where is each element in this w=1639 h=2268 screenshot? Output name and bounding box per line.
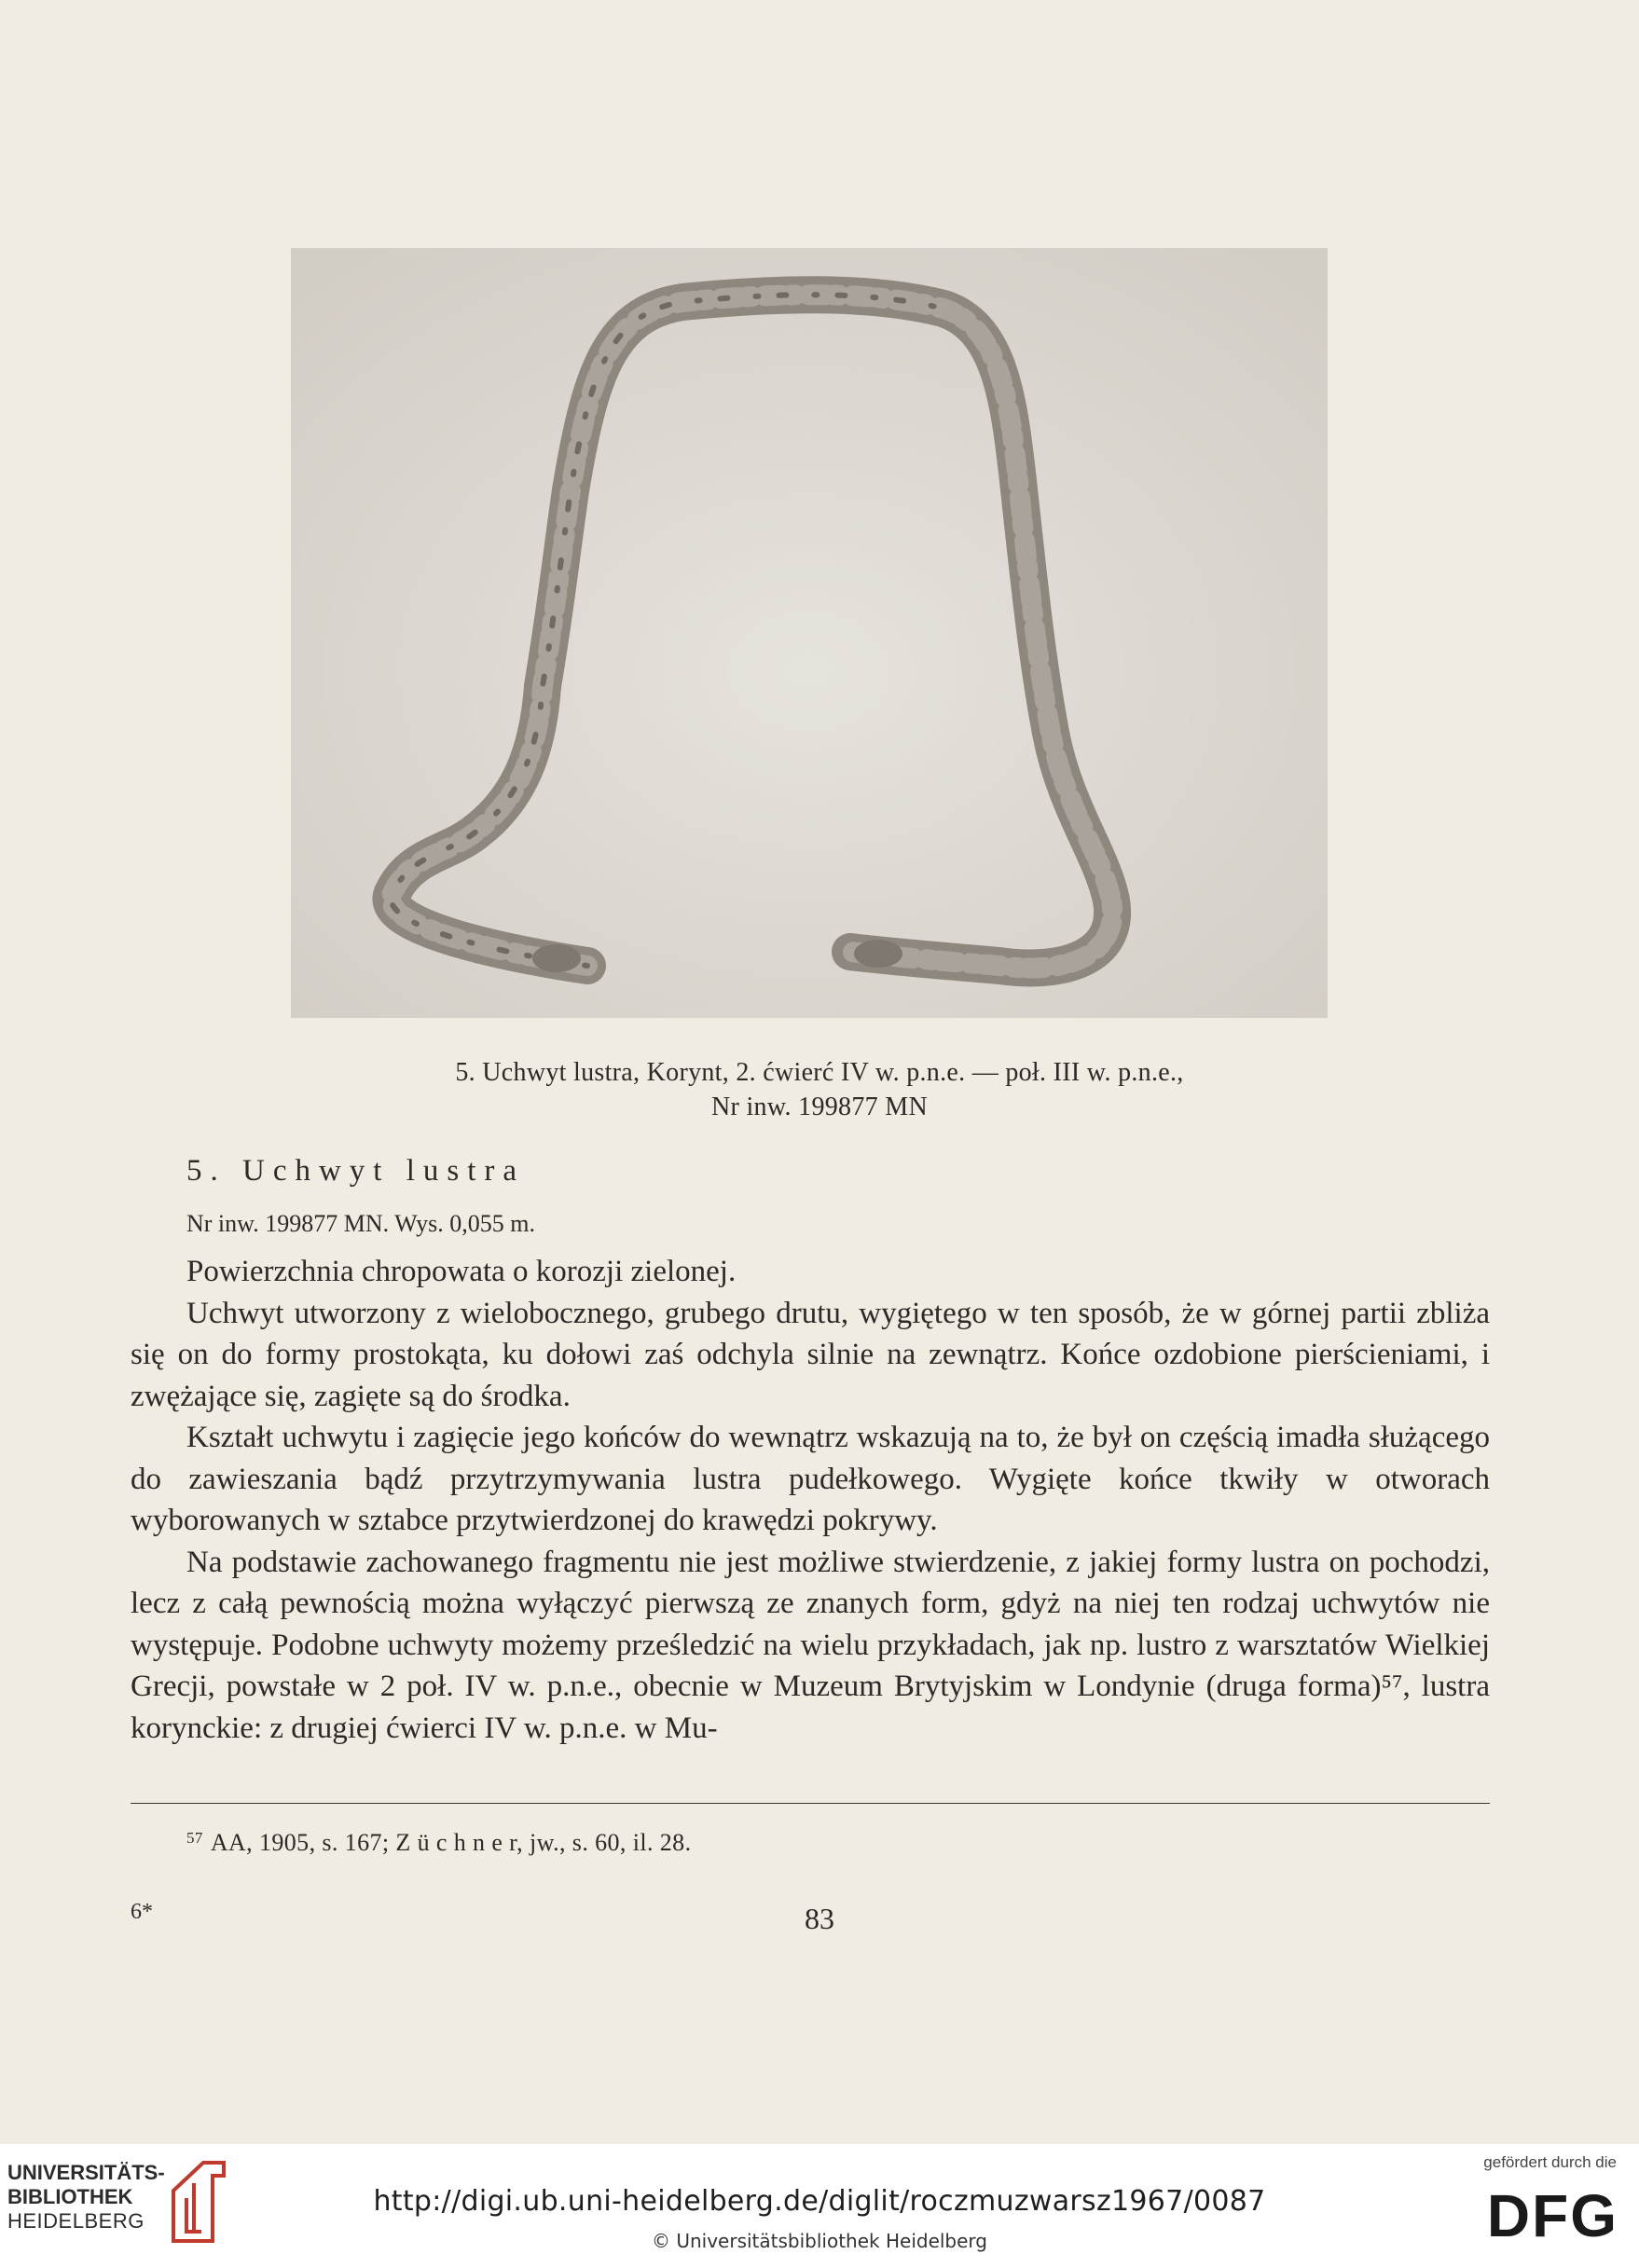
- footnote-text: AA, 1905, s. 167; Z ü c h n e r, jw., s. 60, il. 28.: [210, 1829, 692, 1856]
- paragraph: Na podstawie zachowanego fragmentu nie jest możliwe stwierdzenie, z jakiej formy lustra on pochodzi, lecz z całą pewnością można wyłączyć pierwszą ze znanych form, gdyż na niej ten rodzaj uchwytów nie występuje. Podobne uchwyty możemy prześledzić na wielu przykładach, jak np. lustro z warsztatów Wielkiej Grecji, powstałe w 2 poł. IV w. p.n.e., obecnie w Muzeum Brytyjskim w Londynie (druga forma)⁵⁷, lustra korynckie: z drugiej ćwierci IV w. p.n.e. w Mu-: [131, 1545, 1490, 1745]
- signature-mark: 6*: [131, 1900, 153, 1924]
- inventory-line: Nr inw. 199877 MN. Wys. 0,055 m.: [186, 1210, 535, 1237]
- digitization-footer: [0, 2144, 1639, 2268]
- entry-heading: 5. Uchwyt lustra: [186, 1154, 526, 1188]
- mirror-handle-photograph: [291, 248, 1328, 1018]
- library-name: UNIVERSITÄTS- BIBLIOTHEK HEIDELBERG: [7, 2161, 165, 2233]
- paragraph: Powierzchnia chropowata o korozji zielonej.: [186, 1255, 737, 1288]
- copyright-notice: © Universitätsbibliothek Heidelberg: [651, 2230, 987, 2252]
- figure-caption: 5. Uchwyt lustra, Korynt, 2. ćwierć IV w. p.n.e. — poł. III w. p.n.e.,: [455, 1058, 1184, 1087]
- paragraph: Uchwyt utworzony z wielobocznego, grubego drutu, wygiętego w ten sposób, że w górnej partii zbliża się on do formy prostokąta, ku dołowi zaś odchyla silnie na zewnątrz. Końce ozdobione pierścieniami, i zwężające się, zagięte są do środka.: [131, 1296, 1490, 1413]
- footnote: [186, 1829, 691, 1857]
- paragraph: Kształt uchwytu i zagięcie jego końców do wewnątrz wskazują na to, że był on częścią imadła służącego do zawieszania bądź przytrzymywania lustra pudełkowego. Wygięte końce tkwiły w otworach wyborowanych w sztabce przytwierdzonej do krawędzi pokrywy.: [131, 1421, 1490, 1537]
- page-number: 83: [805, 1902, 834, 1935]
- dfg-logo: DFG: [1486, 2182, 1618, 2249]
- source-url-link[interactable]: http://digi.ub.uni-heidelberg.de/diglit/roczmuzwarsz1967/0087: [373, 2185, 1266, 2218]
- funding-note: gefördert durch die: [1483, 2153, 1617, 2171]
- body-text: [131, 1251, 1490, 1749]
- footnote-marker: 57: [186, 1829, 203, 1847]
- figure-caption-inventory: Nr inw. 199877 MN: [711, 1093, 928, 1121]
- footnote-divider: [131, 1803, 1490, 1804]
